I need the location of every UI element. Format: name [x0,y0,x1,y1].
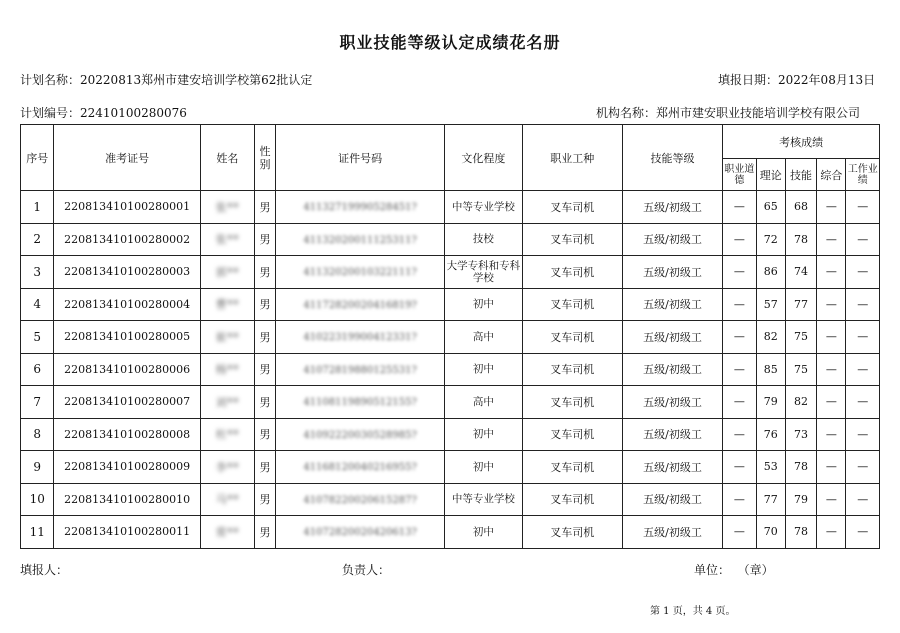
cell-gender: 男 [255,353,276,386]
cell-skill: 75 [785,353,816,386]
cell-ethics: — [723,223,756,256]
page-title: 职业技能等级认定成绩花名册 [339,33,561,52]
header-skill: 技能 [785,159,816,191]
cell-name [200,353,254,386]
cell-exam-no: 220813410100280002 [54,223,200,256]
header-occupation: 职业工种 [522,125,622,191]
cell-occupation: 叉车司机 [522,483,622,516]
header-gender: 性别 [255,125,276,191]
cell-id-no-redacted: 41078220020615287? [303,494,417,506]
plan-name [20,71,312,88]
cell-education: 中等专业学校 [445,191,522,224]
header-scores: 考核成绩 [723,125,880,159]
table-row [21,353,880,386]
cell-level: 五级/初级工 [622,418,722,451]
cell-name-redacted: 曹** [215,298,240,312]
cell-ethics: — [723,483,756,516]
cell-education: 初中 [445,451,522,484]
cell-work: — [846,191,880,224]
cell-id-no-redacted: 41132020010322111? [303,267,417,279]
cell-gender: 男 [255,483,276,516]
cell-work: — [846,516,880,549]
cell-work: — [846,288,880,321]
cell-exam-no: 220813410100280009 [54,451,200,484]
cell-occupation: 叉车司机 [522,321,622,354]
cell-comprehensive: — [817,516,846,549]
cell-theory: 77 [756,483,785,516]
cell-name [200,451,254,484]
cell-skill: 82 [785,386,816,419]
cell-gender: 男 [255,386,276,419]
cell-exam-no: 220813410100280004 [54,288,200,321]
header-name: 姓名 [200,125,254,191]
header-level: 技能等级 [622,125,722,191]
cell-id-no [275,483,444,516]
cell-id-no [275,321,444,354]
cell-gender: 男 [255,418,276,451]
cell-occupation: 叉车司机 [522,288,622,321]
cell-theory: 57 [756,288,785,321]
header-education: 文化程度 [445,125,522,191]
header-id-no: 证件号码 [275,125,444,191]
cell-skill: 78 [785,516,816,549]
cell-id-no-redacted: 41072819880125531? [303,364,417,376]
cell-name-redacted: 崔** [215,330,240,344]
plan-name-value: 20220813郑州市建安培训学校第62批认定 [80,73,313,87]
cell-theory: 72 [756,223,785,256]
cell-gender: 男 [255,516,276,549]
cell-skill: 73 [785,418,816,451]
table-row [21,256,880,289]
header-exam-no: 准考证号 [54,125,200,191]
cell-skill: 79 [785,483,816,516]
cell-gender: 男 [255,288,276,321]
table-row [21,223,880,256]
cell-name-redacted: 常** [215,525,240,539]
cell-id-no-redacted: 41072820020420613? [303,527,417,539]
organization-label: 机构名称： [596,106,657,120]
cell-ethics: — [723,353,756,386]
seal-label: （章） [737,563,774,577]
cell-level: 五级/初级工 [622,483,722,516]
cell-skill: 74 [785,256,816,289]
cell-id-no [275,451,444,484]
header-ethics: 职业道德 [723,159,756,191]
cell-theory: 85 [756,353,785,386]
table-row [21,386,880,419]
cell-name-redacted: 张** [215,200,240,214]
cell-comprehensive: — [817,418,846,451]
cell-ethics: — [723,386,756,419]
cell-work: — [846,223,880,256]
responsible-label: 负责人： [342,563,391,577]
cell-theory: 76 [756,418,785,451]
cell-work: — [846,321,880,354]
cell-id-no [275,353,444,386]
cell-level: 五级/初级工 [622,321,722,354]
cell-seq: 1 [21,191,54,224]
cell-seq: 5 [21,321,54,354]
cell-id-no [275,191,444,224]
cell-seq: 11 [21,516,54,549]
plan-number-label: 计划编号： [20,106,81,120]
cell-name [200,321,254,354]
cell-level: 五级/初级工 [622,451,722,484]
report-date [718,71,875,88]
cell-skill: 77 [785,288,816,321]
cell-gender: 男 [255,256,276,289]
cell-comprehensive: — [817,483,846,516]
report-date-label: 填报日期： [718,73,779,87]
cell-skill: 68 [785,191,816,224]
cell-comprehensive: — [817,223,846,256]
cell-seq: 4 [21,288,54,321]
cell-ethics: — [723,321,756,354]
cell-id-no [275,516,444,549]
table-row [21,288,880,321]
cell-occupation: 叉车司机 [522,516,622,549]
cell-name [200,483,254,516]
cell-name-redacted: 马** [215,493,240,507]
cell-name [200,516,254,549]
header-seq: 序号 [21,125,54,191]
cell-comprehensive: — [817,191,846,224]
cell-theory: 79 [756,386,785,419]
cell-seq: 8 [21,418,54,451]
cell-exam-no: 220813410100280007 [54,386,200,419]
report-date-value: 2022年08月13日 [778,73,876,87]
cell-id-no-redacted: 41168120040216955? [303,462,417,474]
cell-name-redacted: 杨** [215,363,240,377]
unit-label: 单位： [694,563,731,577]
cell-seq: 9 [21,451,54,484]
cell-id-no [275,288,444,321]
cell-name-redacted: 杜** [215,428,240,442]
cell-comprehensive: — [817,288,846,321]
cell-skill: 78 [785,223,816,256]
cell-seq: 6 [21,353,54,386]
cell-seq: 10 [21,483,54,516]
cell-name [200,191,254,224]
cell-level: 五级/初级工 [622,191,722,224]
plan-number [20,104,187,121]
cell-education: 初中 [445,353,522,386]
cell-ethics: — [723,191,756,224]
cell-work: — [846,386,880,419]
cell-skill: 78 [785,451,816,484]
cell-id-no-redacted: 41132719990528451? [303,202,417,214]
cell-ethics: — [723,288,756,321]
cell-work: — [846,353,880,386]
header-comprehensive: 综合 [817,159,846,191]
cell-occupation: 叉车司机 [522,451,622,484]
cell-id-no [275,256,444,289]
cell-name [200,256,254,289]
cell-comprehensive: — [817,353,846,386]
cell-work: — [846,483,880,516]
cell-theory: 65 [756,191,785,224]
cell-occupation: 叉车司机 [522,353,622,386]
cell-gender: 男 [255,321,276,354]
cell-exam-no: 220813410100280010 [54,483,200,516]
table-row [21,418,880,451]
cell-occupation: 叉车司机 [522,223,622,256]
cell-id-no-redacted: 41172820020416819? [303,299,417,311]
cell-name [200,386,254,419]
cell-name-redacted: 郭** [215,265,240,279]
plan-name-label: 计划名称： [20,73,81,87]
table-row [21,483,880,516]
cell-level: 五级/初级工 [622,223,722,256]
cell-education: 高中 [445,321,522,354]
cell-id-no-redacted: 41108119890512155? [303,397,417,409]
cell-exam-no: 220813410100280001 [54,191,200,224]
cell-name [200,288,254,321]
table-row [21,516,880,549]
page-info: 第 1 页，共 4 页。 [650,606,736,617]
cell-comprehensive: — [817,321,846,354]
header-theory: 理论 [756,159,785,191]
cell-level: 五级/初级工 [622,256,722,289]
score-roster-table [20,124,880,549]
cell-seq: 7 [21,386,54,419]
cell-level: 五级/初级工 [622,288,722,321]
cell-seq: 2 [21,223,54,256]
cell-level: 五级/初级工 [622,516,722,549]
cell-id-no [275,223,444,256]
cell-exam-no: 220813410100280003 [54,256,200,289]
cell-ethics: — [723,451,756,484]
organization-value: 郑州市建安职业技能培训学校有限公司 [656,106,861,120]
cell-id-no-redacted: 41022319900412331? [303,332,417,344]
organization [596,104,860,121]
cell-id-no-redacted: 41132020011125311? [303,234,417,246]
cell-id-no [275,418,444,451]
cell-education: 初中 [445,516,522,549]
cell-education: 中等专业学校 [445,483,522,516]
header-work-performance: 工作业绩 [846,159,880,191]
cell-name [200,418,254,451]
cell-ethics: — [723,418,756,451]
cell-theory: 86 [756,256,785,289]
cell-name [200,223,254,256]
cell-exam-no: 220813410100280005 [54,321,200,354]
cell-occupation: 叉车司机 [522,386,622,419]
cell-ethics: — [723,516,756,549]
cell-name-redacted: 张** [215,233,240,247]
cell-work: — [846,418,880,451]
cell-comprehensive: — [817,256,846,289]
cell-gender: 男 [255,191,276,224]
filler-label: 填报人： [20,563,69,577]
cell-comprehensive: — [817,451,846,484]
cell-exam-no: 220813410100280006 [54,353,200,386]
cell-theory: 70 [756,516,785,549]
unit-seal [694,561,774,578]
cell-id-no [275,386,444,419]
cell-level: 五级/初级工 [622,386,722,419]
table-row [21,191,880,224]
cell-education: 高中 [445,386,522,419]
cell-theory: 53 [756,451,785,484]
cell-occupation: 叉车司机 [522,418,622,451]
cell-exam-no: 220813410100280011 [54,516,200,549]
cell-gender: 男 [255,223,276,256]
cell-exam-no: 220813410100280008 [54,418,200,451]
cell-occupation: 叉车司机 [522,256,622,289]
cell-id-no-redacted: 41092220030528985? [303,429,417,441]
cell-name-redacted: 刘** [215,395,240,409]
cell-skill: 75 [785,321,816,354]
table-row [21,451,880,484]
cell-work: — [846,256,880,289]
cell-seq: 3 [21,256,54,289]
table-row [21,321,880,354]
cell-gender: 男 [255,451,276,484]
cell-level: 五级/初级工 [622,353,722,386]
cell-education: 大学专科和专科学校 [445,256,522,289]
cell-occupation: 叉车司机 [522,191,622,224]
cell-theory: 82 [756,321,785,354]
plan-number-value: 22410100280076 [80,106,187,120]
cell-work: — [846,451,880,484]
cell-education: 初中 [445,418,522,451]
cell-education: 初中 [445,288,522,321]
cell-comprehensive: — [817,386,846,419]
cell-education: 技校 [445,223,522,256]
cell-name-redacted: 李** [215,460,240,474]
cell-ethics: — [723,256,756,289]
